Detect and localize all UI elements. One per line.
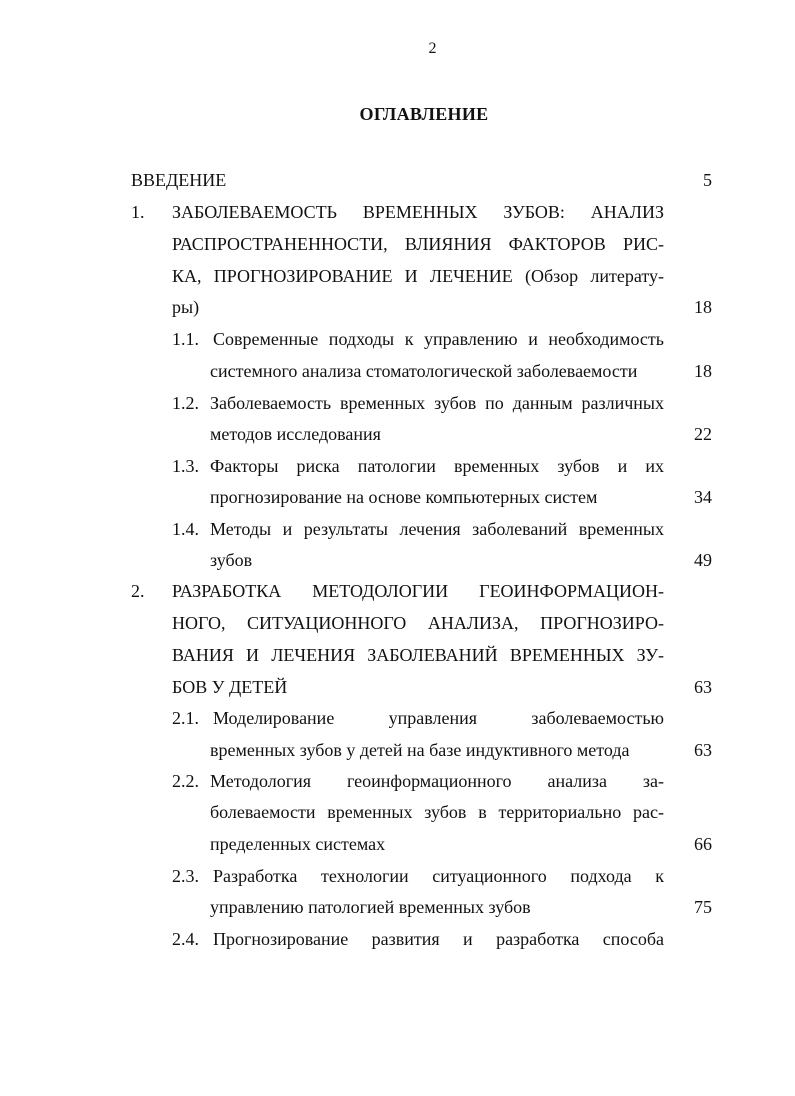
toc-page-intro: 5: [703, 170, 712, 190]
page-title: ОГЛАВЛЕНИЕ: [359, 104, 489, 124]
toc-number-2: 2.: [131, 581, 145, 601]
toc-line: Моделирование управления заболеваемостью: [213, 708, 664, 728]
toc-line: временных зубов у детей на базе индуктивного метода: [210, 740, 630, 760]
toc-line: пределенных системах: [210, 834, 386, 854]
toc-line: ры): [172, 297, 200, 317]
toc-line: Прогнозирование развития и разработка способа: [213, 929, 664, 949]
toc-line: Заболеваемость временных зубов по данным различных: [210, 393, 664, 413]
toc-line: системного анализа стоматологической заболеваемости: [210, 361, 638, 381]
toc-number-1: 1.: [131, 202, 145, 222]
toc-page-2: 63: [694, 677, 712, 697]
toc-page-1: 18: [694, 297, 712, 317]
toc-page-1-1: 18: [694, 361, 712, 381]
toc-page-1-4: 49: [694, 550, 712, 570]
toc-line: болеваемости временных зубов в территориально рас-: [210, 802, 664, 822]
toc-page-1-2: 22: [694, 424, 712, 444]
toc-line: Факторы риска патологии временных зубов и их: [210, 456, 664, 476]
toc-line: НОГО, СИТУАЦИОННОГО АНАЛИЗА, ПРОГНОЗИРО-: [172, 613, 664, 633]
toc-line: БОВ У ДЕТЕЙ: [172, 677, 288, 697]
toc-number-1-1: 1.1.: [172, 329, 199, 349]
toc-line: прогнозирование на основе компьютерных систем: [210, 487, 598, 507]
toc-line: Методы и результаты лечения заболеваний временных: [210, 519, 664, 539]
toc-line: ЗАБОЛЕВАЕМОСТЬ ВРЕМЕННЫХ ЗУБОВ: АНАЛИЗ: [172, 202, 664, 222]
toc-page-2-3: 75: [694, 897, 712, 917]
toc-line: РАСПРОСТРАНЕННОСТИ, ВЛИЯНИЯ ФАКТОРОВ РИС-: [172, 234, 664, 254]
toc-line: КА, ПРОГНОЗИРОВАНИЕ И ЛЕЧЕНИЕ (Обзор литерату-: [172, 266, 664, 286]
toc-page-2-1: 63: [694, 740, 712, 760]
toc-line: методов исследования: [210, 424, 381, 444]
toc-number-2-3: 2.3.: [172, 866, 199, 886]
toc-line: зубов: [210, 550, 253, 570]
toc-number-1-4: 1.4.: [172, 519, 199, 539]
toc-page-2-2: 66: [694, 834, 712, 854]
toc-number-1-3: 1.3.: [172, 456, 199, 476]
toc-line: Методология геоинформационного анализа за-: [210, 771, 664, 791]
page-number: 2: [428, 40, 437, 57]
toc-line: РАЗРАБОТКА МЕТОДОЛОГИИ ГЕОИНФОРМАЦИОН-: [172, 581, 664, 601]
toc-line: управлению патологией временных зубов: [210, 897, 531, 917]
toc-line: Современные подходы к управлению и необходимость: [213, 329, 664, 349]
toc-number-1-2: 1.2.: [172, 393, 199, 413]
toc-page-1-3: 34: [694, 487, 712, 507]
toc-entry-intro: ВВЕДЕНИЕ: [131, 170, 227, 190]
toc-number-2-2: 2.2.: [172, 771, 199, 791]
toc-number-2-1: 2.1.: [172, 708, 199, 728]
toc-line: Разработка технологии ситуационного подхода к: [213, 866, 664, 886]
toc-number-2-4: 2.4.: [172, 929, 199, 949]
toc-line: ВАНИЯ И ЛЕЧЕНИЯ ЗАБОЛЕВАНИЙ ВРЕМЕННЫХ ЗУ-: [172, 645, 664, 665]
